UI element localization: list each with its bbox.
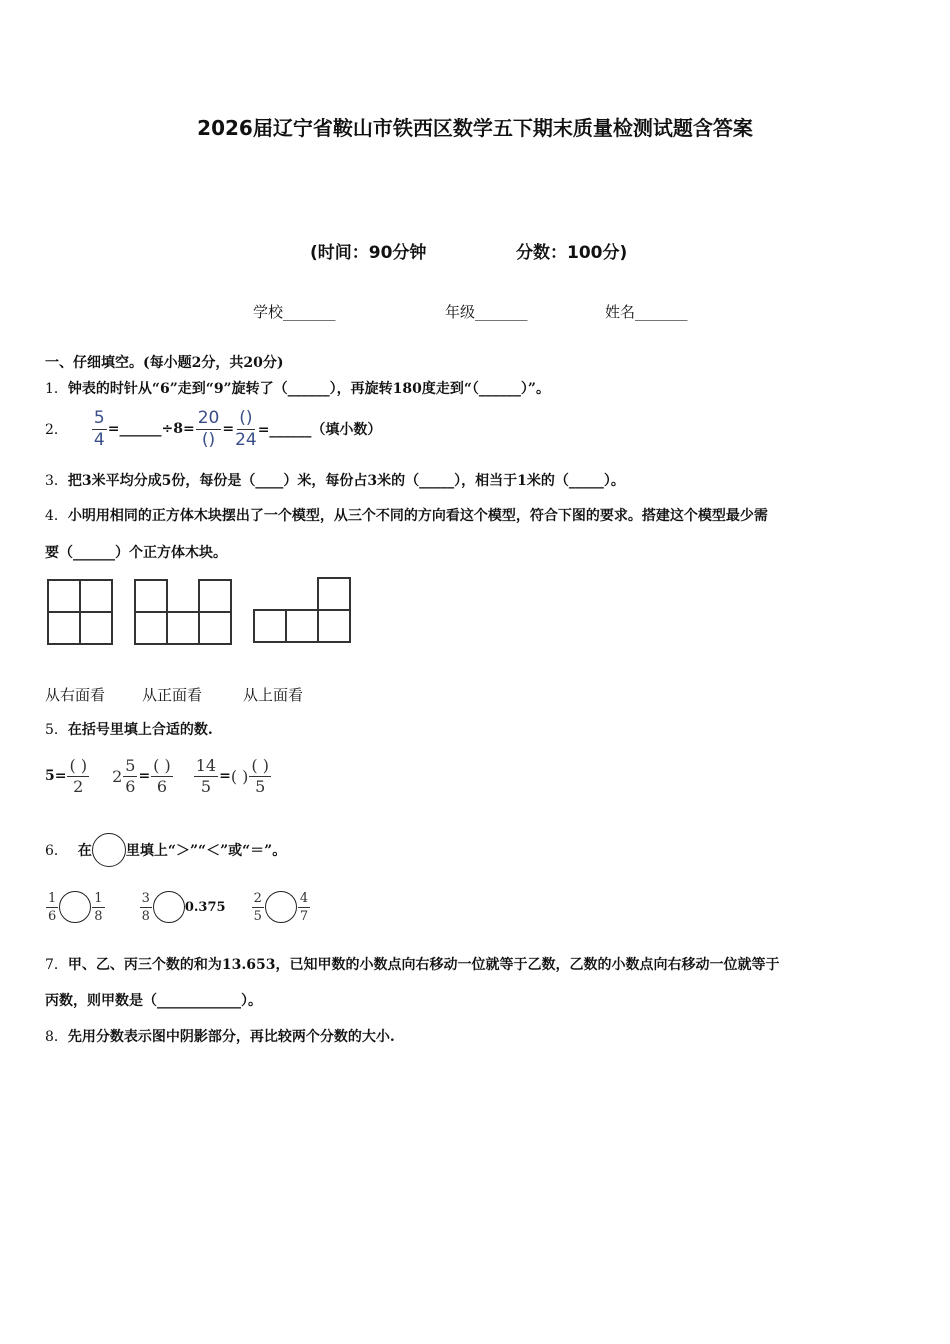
question-8 [45, 1026, 395, 1046]
question-text: 钟表的时针从“6”走到“9”旋转了（______），再旋转180度走到“（______）”。 [67, 381, 550, 397]
compare-circle[interactable] [265, 891, 297, 923]
exam-score: 分数：100分) [516, 243, 628, 263]
view-label-front: 从正面看 [142, 686, 203, 704]
question-number: 7． [45, 957, 68, 973]
school-field: 学校_______ [253, 303, 336, 321]
fraction: $\frac{5}{4}$ [93, 407, 105, 450]
question-number: 2． [45, 422, 68, 438]
name-field: 姓名_______ [605, 303, 688, 321]
question-text: 里填上“＞”“＜”或“＝”。 [125, 843, 287, 859]
view-label-right: 从右面看 [45, 686, 106, 704]
exam-time: (时间：90分钟 [310, 243, 427, 263]
compare-circle[interactable] [59, 891, 91, 923]
grade-field: 年级_______ [445, 303, 528, 321]
fraction: $\frac{5}{6}$ [125, 755, 136, 796]
compare-circle[interactable] [153, 891, 185, 923]
question-number: 8． [45, 1029, 68, 1045]
question-6-items: $\frac{1}{6}$ $\frac{1}{8}$ $\frac{3}{8}$ 0.375 $\frac{2}{5}$ $\frac{4}{7}$ [48, 890, 309, 924]
question-number: 6． [45, 843, 68, 859]
question-5-equations: 5= $\frac{( )}{2}$ 2 $\frac{5}{6}$ = $\frac{( )}{6}$ $\frac{14}{5}$ = ( ) $\frac{( )}{5}$ [45, 755, 269, 796]
fill-text: =______（填小数） [257, 422, 382, 438]
fraction: $\frac{( )}{6}$ [153, 755, 171, 796]
fraction: $\frac{1}{6}$ [48, 890, 57, 924]
question-7-continued: 丙数，则甲数是（____________）。 [45, 993, 262, 1009]
question-4 [45, 505, 768, 525]
fraction: $\frac{()}{24}$ [235, 407, 257, 450]
view-label-top: 从上面看 [243, 686, 304, 704]
question-text: 把3米平均分成5份，每份是（____）米，每份占3米的（_____），相当于1米的（_____）。 [67, 473, 625, 489]
fraction: $\frac{14}{5}$ [195, 755, 217, 796]
fraction: $\frac{2}{5}$ [253, 890, 262, 924]
fraction: $\frac{1}{8}$ [94, 890, 103, 924]
question-7 [45, 954, 780, 974]
question-number: 5． [45, 722, 68, 738]
question-text: 小明用相同的正方体木块摆出了一个模型，从三个不同的方向看这个模型，符合下图的要求。搭建这个模型最少需 [67, 508, 768, 524]
question-text: 在括号里填上合适的数. [67, 722, 213, 738]
top-view-figure [252, 574, 354, 646]
fill-text: =______÷8= [107, 421, 195, 437]
question-1 [45, 378, 550, 398]
section-heading: 一、仔细填空。(每小题2分，共20分) [45, 355, 284, 371]
front-view-figure [133, 578, 237, 648]
fraction: $\frac{( )}{2}$ [69, 755, 88, 796]
question-6: 6． 在 里填上“＞”“＜”或“＝”。 [45, 832, 286, 868]
question-text: 甲、乙、丙三个数的和为13.653，已知甲数的小数点向右移动一位就等于乙数，乙数的小数点向右移动一位就等于 [67, 957, 780, 973]
question-4-continued: 要（______）个正方体木块。 [45, 545, 227, 561]
fraction: $\frac{3}{8}$ [141, 890, 150, 924]
compare-circle [92, 833, 126, 867]
question-5 [45, 719, 213, 739]
question-number: 4． [45, 508, 68, 524]
question-text: 先用分数表示图中阴影部分，再比较两个分数的大小. [67, 1029, 395, 1045]
right-view-figure [46, 578, 116, 648]
question-number: 3． [45, 473, 68, 489]
question-number: 1． [45, 381, 68, 397]
question-3 [45, 470, 625, 490]
fraction: $\frac{( )}{5}$ [251, 755, 269, 796]
page-title: 2026届辽宁省鞍山市铁西区数学五下期末质量检测试题含答案 [197, 116, 753, 140]
fraction: $\frac{4}{7}$ [299, 890, 309, 924]
fraction: $\frac{20}{()}$ [197, 407, 220, 450]
question-2: 2． $\frac{5}{4}$ =______÷8= $\frac{20}{()}$ = $\frac{()}{24}$ =______（填小数） [45, 407, 382, 450]
